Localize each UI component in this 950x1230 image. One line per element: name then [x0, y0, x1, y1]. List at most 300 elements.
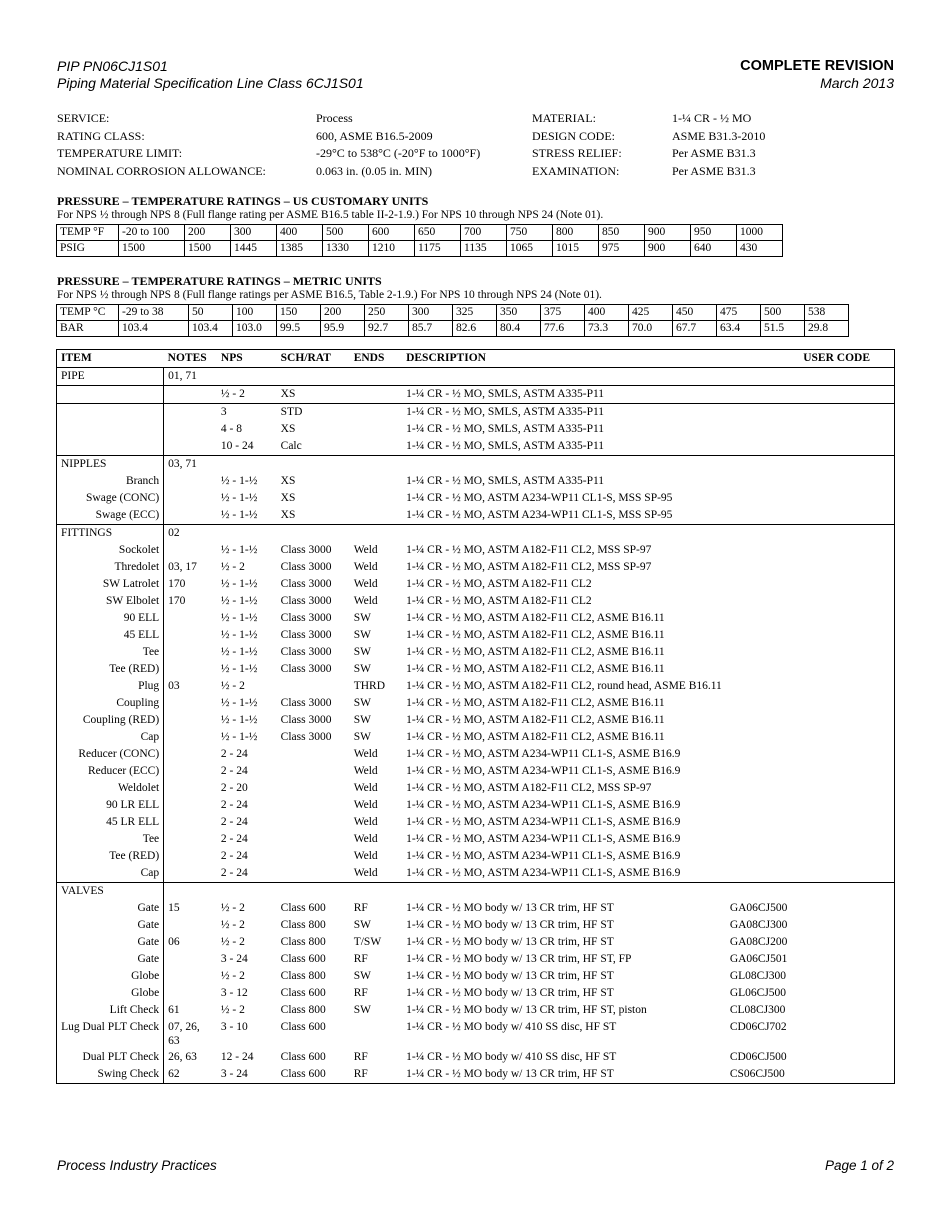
info-left-labels — [57, 110, 266, 180]
metric-rating-cell: 450 — [673, 305, 717, 321]
metric-rating-cell: 80.4 — [497, 321, 541, 337]
table-row — [57, 542, 895, 559]
description-cell: 1-¼ CR - ½ MO, ASTM A234-WP11 CL1-S, ASME B16.9 — [406, 748, 681, 760]
revision-label: COMPLETE REVISION — [740, 58, 894, 74]
item-cell: Tee — [57, 644, 164, 661]
user-code-cell — [726, 644, 895, 661]
info-left-values — [316, 110, 480, 180]
sch-rat-cell: Class 800 — [280, 1004, 326, 1016]
doc-title: Piping Material Specification Line Class 6CJ1S01 — [57, 75, 364, 91]
description-cell: 1-¼ CR - ½ MO body w/ 13 CR trim, HF ST — [406, 936, 614, 948]
ends-cell: SW — [353, 919, 371, 931]
info-right-labels — [532, 110, 622, 180]
nps-cell: ½ - 2 — [220, 902, 245, 914]
table-row — [57, 1019, 895, 1049]
item-cell — [57, 438, 164, 456]
sch-rat-cell: Class 3000 — [280, 561, 332, 573]
examination-value: Per ASME B31.3 — [672, 163, 756, 178]
nps-cell: ½ - 2 — [220, 680, 245, 692]
ends-cell: Weld — [353, 782, 378, 794]
description-cell: 1-¼ CR - ½ MO body w/ 410 SS disc, HF ST — [406, 1051, 617, 1063]
notes-cell — [164, 951, 217, 968]
table-row — [57, 627, 895, 644]
item-cell: SW Latrolet — [57, 576, 164, 593]
ends-cell: Weld — [353, 816, 378, 828]
metric-ratings-table — [56, 304, 849, 337]
design-code-value: ASME B31.3-2010 — [672, 128, 766, 143]
user-code-cell: CL08CJ300 — [729, 1004, 786, 1016]
description-cell — [402, 883, 726, 901]
us-rating-cell: 800 — [553, 225, 599, 241]
sch-rat-cell — [277, 368, 350, 386]
sch-rat-cell: Class 600 — [280, 1068, 326, 1080]
metric-rating-cell: 29.8 — [805, 321, 849, 337]
notes-cell — [164, 985, 217, 1002]
metric-rating-cell: 350 — [497, 305, 541, 321]
ends-cell — [350, 490, 402, 507]
sch-rat-cell: Class 600 — [280, 953, 326, 965]
item-cell: Gate — [57, 900, 164, 917]
notes-cell — [164, 644, 217, 661]
category-row — [57, 525, 895, 543]
sch-rat-cell — [277, 831, 350, 848]
user-code-cell — [726, 661, 895, 678]
item-cell: 90 LR ELL — [57, 797, 164, 814]
service-value: Process — [316, 111, 353, 125]
item-cell: 45 ELL — [57, 627, 164, 644]
sch-rat-cell: XS — [280, 509, 296, 521]
ends-cell — [350, 456, 402, 474]
item-cell — [57, 386, 164, 404]
description-cell: 1-¼ CR - ½ MO, ASTM A234-WP11 CL1-S, ASME B16.9 — [406, 816, 681, 828]
notes-cell: 170 — [168, 578, 186, 590]
metric-rating-cell: 95.9 — [321, 321, 365, 337]
description-cell: 1-¼ CR - ½ MO, ASTM A182-F11 CL2, ASME B16.11 — [406, 731, 665, 743]
item-cell: Sockolet — [57, 542, 164, 559]
doc-id: PIP PN06CJ1S01 — [57, 58, 168, 74]
description-cell: 1-¼ CR - ½ MO, SMLS, ASTM A335-P11 — [402, 386, 726, 404]
metric-rating-cell: 400 — [585, 305, 629, 321]
ends-cell — [350, 404, 402, 422]
table-row — [57, 644, 895, 661]
item-cell: Branch — [57, 473, 164, 490]
nps-cell: ½ - 1-½ — [220, 612, 258, 624]
user-code-cell: GA08CJ300 — [729, 919, 788, 931]
ends-cell: THRD — [353, 680, 386, 692]
ends-cell: RF — [353, 902, 368, 914]
user-code-cell — [726, 421, 895, 438]
table-row — [57, 695, 895, 712]
sch-rat-cell — [277, 814, 350, 831]
description-cell: 1-¼ CR - ½ MO body w/ 13 CR trim, HF ST — [406, 970, 614, 982]
description-cell: 1-¼ CR - ½ MO, ASTM A234-WP11 CL1-S, MSS SP-95 — [406, 492, 673, 504]
user-code-cell: GL08CJ300 — [729, 970, 787, 982]
ends-cell: RF — [353, 953, 368, 965]
nps-cell: ½ - 1-½ — [220, 595, 258, 607]
metric-rating-cell: 85.7 — [409, 321, 453, 337]
table-row — [57, 985, 895, 1002]
table-row — [57, 593, 895, 610]
nps-cell: ½ - 1-½ — [220, 475, 258, 487]
us-rating-cell: 900 — [645, 225, 691, 241]
metric-rating-cell: 67.7 — [673, 321, 717, 337]
metric-rating-cell: 200 — [321, 305, 365, 321]
nps-cell: 2 - 24 — [220, 748, 248, 760]
notes-cell — [164, 917, 217, 934]
nps-cell: 2 - 24 — [220, 850, 248, 862]
user-code-cell — [726, 780, 895, 797]
notes-cell — [164, 848, 217, 865]
sch-rat-cell — [277, 883, 350, 901]
us-rating-cell: 1210 — [369, 241, 415, 257]
footer-page-number: Page 1 of 2 — [824, 1158, 894, 1173]
document-header-left — [57, 58, 364, 92]
us-rating-row-label: TEMP °F — [57, 225, 119, 241]
nps-cell: ½ - 2 — [220, 561, 245, 573]
sch-rat-cell: XS — [277, 386, 350, 404]
user-code-cell — [726, 831, 895, 848]
nps-cell: 2 - 24 — [220, 765, 248, 777]
ends-cell: SW — [353, 612, 371, 624]
us-rating-cell: 500 — [323, 225, 369, 241]
info-label: EXAMINATION: — [532, 163, 620, 178]
description-cell: 1-¼ CR - ½ MO, ASTM A182-F11 CL2 — [406, 595, 592, 607]
components-table — [56, 349, 895, 1084]
user-code-cell — [726, 814, 895, 831]
ends-cell: Weld — [353, 867, 378, 879]
description-cell: 1-¼ CR - ½ MO body w/ 13 CR trim, HF ST — [406, 1068, 614, 1080]
us-rating-row — [57, 225, 783, 241]
description-cell — [402, 525, 726, 543]
user-code-cell — [726, 438, 895, 456]
table-row — [57, 763, 895, 780]
components-header-row — [57, 350, 895, 368]
item-cell: NIPPLES — [57, 456, 164, 474]
description-cell: 1-¼ CR - ½ MO, ASTM A182-F11 CL2, MSS SP-97 — [406, 561, 652, 573]
user-code-cell — [726, 525, 895, 543]
table-row — [57, 576, 895, 593]
description-cell: 1-¼ CR - ½ MO, ASTM A182-F11 CL2, ASME B16.11 — [406, 612, 665, 624]
notes-cell — [164, 610, 217, 627]
user-code-cell — [726, 848, 895, 865]
nps-cell — [217, 456, 277, 474]
ends-cell: RF — [353, 987, 368, 999]
metric-ratings-title: PRESSURE – TEMPERATURE RATINGS – METRIC UNITS — [57, 274, 382, 288]
ends-cell — [350, 525, 402, 543]
us-rating-cell: -20 to 100 — [119, 225, 185, 241]
table-row — [57, 865, 895, 883]
description-cell: 1-¼ CR - ½ MO, SMLS, ASTM A335-P11 — [402, 404, 726, 422]
ends-cell: SW — [353, 697, 371, 709]
table-row — [57, 1066, 895, 1084]
ends-cell — [350, 1019, 402, 1049]
metric-rating-cell: 103.4 — [119, 321, 189, 337]
notes-cell — [164, 490, 217, 507]
nps-cell — [217, 883, 277, 901]
ends-cell: SW — [353, 629, 371, 641]
item-cell: Dual PLT Check — [57, 1049, 164, 1066]
notes-cell — [164, 831, 217, 848]
nps-cell: 4 - 8 — [220, 423, 243, 435]
sch-rat-cell — [277, 678, 350, 695]
sch-rat-cell: Class 3000 — [280, 646, 332, 658]
us-rating-cell: 640 — [691, 241, 737, 257]
user-code-cell: GA06CJ501 — [729, 953, 788, 965]
sch-rat-cell: Class 800 — [280, 970, 326, 982]
user-code-cell — [726, 865, 895, 883]
ends-cell: Weld — [353, 544, 378, 556]
table-row — [57, 421, 895, 438]
description-cell: 1-¼ CR - ½ MO, ASTM A234-WP11 CL1-S, ASME B16.9 — [406, 850, 681, 862]
table-row — [57, 746, 895, 763]
us-rating-cell: 1015 — [553, 241, 599, 257]
nps-cell: ½ - 1-½ — [220, 509, 258, 521]
user-code-cell — [726, 695, 895, 712]
table-row — [57, 473, 895, 490]
us-rating-cell: 1500 — [119, 241, 185, 257]
info-label: SERVICE: — [57, 111, 110, 125]
sch-rat-cell: Class 3000 — [280, 697, 332, 709]
info-label: STRESS RELIEF: — [532, 146, 622, 160]
metric-rating-cell: 82.6 — [453, 321, 497, 337]
notes-cell: 03, 17 — [168, 561, 197, 573]
ends-cell: Weld — [353, 850, 378, 862]
footer-publisher: Process Industry Practices — [57, 1158, 217, 1173]
nps-cell — [217, 525, 277, 543]
metric-ratings-note: For NPS ½ through NPS 8 (Full flange ratings per ASME B16.5, Table 2-1.9.) For NPS 10 through NPS 24 (Note 01). — [57, 289, 602, 301]
item-cell: Weldolet — [57, 780, 164, 797]
column-header-ends: ENDS — [350, 350, 402, 368]
user-code-cell — [726, 404, 895, 422]
user-code-cell — [726, 678, 895, 695]
nps-cell — [217, 368, 277, 386]
ends-cell — [350, 438, 402, 456]
item-cell: Swage (ECC) — [57, 507, 164, 525]
us-rating-cell: 600 — [369, 225, 415, 241]
column-header-item: ITEM — [57, 350, 164, 368]
us-rating-cell: 1500 — [185, 241, 231, 257]
sch-rat-cell: Class 600 — [280, 1051, 326, 1063]
notes-cell — [164, 507, 217, 525]
description-cell: 1-¼ CR - ½ MO, SMLS, ASTM A335-P11 — [406, 475, 605, 487]
table-row — [57, 831, 895, 848]
sch-rat-cell: Class 3000 — [280, 663, 332, 675]
item-cell: Swage (CONC) — [57, 490, 164, 507]
description-cell: 1-¼ CR - ½ MO, ASTM A234-WP11 CL1-S, MSS SP-95 — [406, 509, 673, 521]
notes-cell — [164, 865, 217, 883]
ends-cell — [350, 421, 402, 438]
table-row — [57, 661, 895, 678]
metric-rating-cell: 250 — [365, 305, 409, 321]
table-row — [57, 934, 895, 951]
sch-rat-cell: Class 3000 — [280, 629, 332, 641]
nps-cell: 12 - 24 — [220, 1051, 254, 1063]
notes-cell — [164, 404, 217, 422]
notes-cell — [164, 661, 217, 678]
table-row — [57, 438, 895, 456]
table-row — [57, 968, 895, 985]
user-code-cell: CD06CJ500 — [729, 1051, 787, 1063]
info-label: TEMPERATURE LIMIT: — [57, 146, 183, 160]
rating-class-value: 600, ASME B16.5-2009 — [316, 128, 433, 143]
metric-rating-cell: 150 — [277, 305, 321, 321]
us-rating-cell: 700 — [461, 225, 507, 241]
ends-cell: Weld — [353, 578, 378, 590]
nps-cell: 3 - 10 — [220, 1021, 248, 1033]
item-cell: Tee — [57, 831, 164, 848]
item-cell: Globe — [57, 968, 164, 985]
nps-cell: 3 - 24 — [220, 1068, 248, 1080]
document-header-right — [740, 58, 894, 92]
sch-rat-cell: XS — [280, 492, 296, 504]
table-row — [57, 1049, 895, 1066]
notes-cell: 03, 71 — [164, 456, 217, 474]
us-rating-cell: 400 — [277, 225, 323, 241]
notes-cell: 15 — [168, 902, 180, 914]
user-code-cell — [726, 368, 895, 386]
us-rating-cell: 200 — [185, 225, 231, 241]
notes-cell — [164, 542, 217, 559]
nps-cell: 3 - 12 — [220, 987, 248, 999]
sch-rat-cell: Class 3000 — [280, 714, 332, 726]
description-cell — [402, 368, 726, 386]
us-rating-cell: 900 — [645, 241, 691, 257]
notes-cell: 06 — [168, 936, 180, 948]
user-code-cell — [726, 610, 895, 627]
table-row — [57, 814, 895, 831]
ends-cell — [350, 386, 402, 404]
description-cell: 1-¼ CR - ½ MO, ASTM A234-WP11 CL1-S, ASME B16.9 — [406, 765, 681, 777]
user-code-cell — [726, 627, 895, 644]
description-cell: 1-¼ CR - ½ MO body w/ 13 CR trim, HF ST, FP — [406, 953, 632, 965]
sch-rat-cell: Class 3000 — [280, 544, 332, 556]
ends-cell: SW — [353, 1004, 371, 1016]
item-cell: Gate — [57, 917, 164, 934]
user-code-cell — [726, 386, 895, 404]
ends-cell: Weld — [353, 833, 378, 845]
description-cell: 1-¼ CR - ½ MO, ASTM A182-F11 CL2, ASME B16.11 — [406, 629, 665, 641]
ends-cell — [350, 368, 402, 386]
user-code-cell: CD06CJ702 — [729, 1021, 787, 1033]
description-cell: 1-¼ CR - ½ MO, SMLS, ASTM A335-P11 — [406, 423, 605, 435]
us-rating-cell: 1065 — [507, 241, 553, 257]
user-code-cell: GA08CJ200 — [729, 936, 788, 948]
notes-cell — [164, 386, 217, 404]
notes-cell — [164, 473, 217, 490]
us-rating-cell: 950 — [691, 225, 737, 241]
nps-cell: ½ - 1-½ — [220, 629, 258, 641]
sch-rat-cell — [277, 865, 350, 883]
ends-cell: SW — [353, 714, 371, 726]
sch-rat-cell: Class 800 — [280, 919, 326, 931]
item-cell: PIPE — [57, 368, 164, 386]
item-cell: Gate — [57, 934, 164, 951]
item-cell: Plug — [57, 678, 164, 695]
nps-cell: 2 - 24 — [220, 833, 248, 845]
us-rating-cell: 1135 — [461, 241, 507, 257]
item-cell: 90 ELL — [57, 610, 164, 627]
item-cell: Tee (RED) — [57, 848, 164, 865]
notes-cell: 03 — [168, 680, 180, 692]
metric-rating-cell: 325 — [453, 305, 497, 321]
temperature-limit-value: -29°C to 538°C (-20°F to 1000°F) — [316, 146, 481, 160]
metric-rating-cell: 51.5 — [761, 321, 805, 337]
description-cell: 1-¼ CR - ½ MO body w/ 13 CR trim, HF ST, piston — [406, 1004, 647, 1016]
user-code-cell — [726, 576, 895, 593]
column-header-notes: NOTES — [164, 350, 217, 368]
table-row — [57, 712, 895, 729]
sch-rat-cell: Calc — [280, 440, 302, 452]
nps-cell: ½ - 2 — [220, 1004, 245, 1016]
description-cell: 1-¼ CR - ½ MO, ASTM A234-WP11 CL1-S, ASME B16.9 — [406, 799, 681, 811]
nps-cell: 2 - 24 — [220, 816, 248, 828]
table-row — [57, 797, 895, 814]
material-value: 1-¼ CR - ½ MO — [672, 111, 752, 125]
nps-cell: 2 - 24 — [220, 799, 248, 811]
us-rating-cell: 750 — [507, 225, 553, 241]
metric-rating-cell: 103.0 — [233, 321, 277, 337]
table-row — [57, 404, 895, 422]
nps-cell: ½ - 1-½ — [220, 578, 258, 590]
sch-rat-cell — [277, 797, 350, 814]
sch-rat-cell: Class 3000 — [280, 731, 332, 743]
item-cell: Cap — [57, 865, 164, 883]
metric-rating-cell: 77.6 — [541, 321, 585, 337]
info-label: NOMINAL CORROSION ALLOWANCE: — [57, 163, 266, 178]
ends-cell: SW — [353, 646, 371, 658]
us-rating-row-label: PSIG — [57, 241, 119, 257]
ends-cell: SW — [353, 731, 371, 743]
user-code-cell: CS06CJ500 — [729, 1068, 785, 1080]
sch-rat-cell: XS — [280, 475, 296, 487]
us-rating-cell: 1330 — [323, 241, 369, 257]
us-rating-cell: 1175 — [415, 241, 461, 257]
column-header-description: DESCRIPTION — [402, 350, 726, 368]
ends-cell: SW — [353, 970, 371, 982]
description-cell: 1-¼ CR - ½ MO body w/ 13 CR trim, HF ST — [406, 919, 614, 931]
ends-cell — [350, 883, 402, 901]
notes-cell: 26, 63 — [168, 1051, 197, 1063]
nps-cell: 3 - 24 — [220, 953, 248, 965]
sch-rat-cell: Class 600 — [280, 987, 326, 999]
ends-cell: Weld — [353, 748, 378, 760]
table-row — [57, 780, 895, 797]
item-cell: Lug Dual PLT Check — [57, 1019, 164, 1049]
notes-cell — [164, 780, 217, 797]
us-rating-cell: 1445 — [231, 241, 277, 257]
nps-cell: ½ - 1-½ — [220, 646, 258, 658]
metric-rating-cell: 425 — [629, 305, 673, 321]
description-cell: 1-¼ CR - ½ MO, ASTM A182-F11 CL2, round head, ASME B16.11 — [406, 680, 722, 692]
metric-rating-row-label: BAR — [57, 321, 119, 337]
user-code-cell — [726, 729, 895, 746]
sch-rat-cell: Class 3000 — [280, 595, 332, 607]
nps-cell: 10 - 24 — [220, 440, 254, 452]
metric-rating-cell: 73.3 — [585, 321, 629, 337]
item-cell: Gate — [57, 951, 164, 968]
notes-cell — [164, 968, 217, 985]
item-cell: SW Elbolet — [57, 593, 164, 610]
user-code-cell: GA06CJ500 — [729, 902, 788, 914]
notes-cell — [164, 746, 217, 763]
nps-cell: ½ - 1-½ — [220, 731, 258, 743]
metric-rating-cell: 92.7 — [365, 321, 409, 337]
item-cell: Coupling — [57, 695, 164, 712]
sch-rat-cell — [277, 763, 350, 780]
user-code-cell — [726, 883, 895, 901]
notes-cell: 07, 26, 63 — [168, 1021, 200, 1047]
ends-cell: T/SW — [353, 936, 382, 948]
